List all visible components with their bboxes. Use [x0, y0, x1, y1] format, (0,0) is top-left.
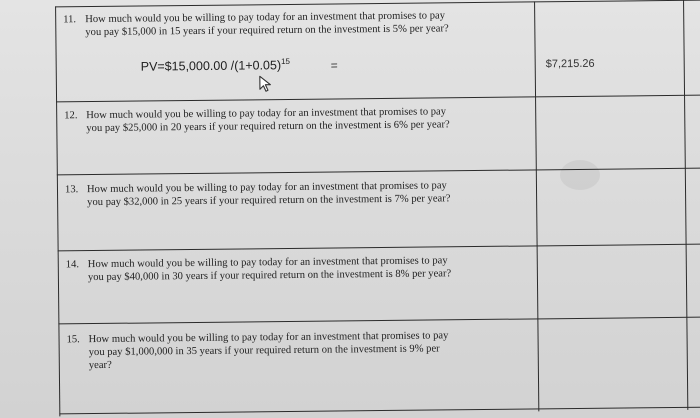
question-number: 12. [64, 110, 78, 122]
question-text-line2: you pay $15,000 in 15 years if your required return on the investment is 5% per year? [85, 23, 449, 39]
row-rule-12 [57, 168, 700, 176]
row-rule-13 [58, 244, 700, 252]
question-number: 13. [64, 184, 79, 196]
question-text-line1: How much would you be willing to pay today for an investment that promises to pay [86, 106, 447, 122]
question-text-line2: you pay $25,000 in 20 years if your required return on the investment is 6% per year? [86, 119, 450, 135]
col-rule-middle [534, 1, 539, 411]
row-rule-14 [58, 317, 700, 325]
question-text-line1: How much would you be willing to pay today for an investment that promises to pay [85, 10, 446, 26]
formula-base: PV=$15,000.00 /(1+0.05) [140, 58, 282, 74]
question-11 [63, 9, 449, 39]
question-text-line1: How much would you be willing to pay today for an investment that promises to pay [88, 330, 449, 346]
row-rule-15 [59, 407, 700, 415]
answer-11: $7,215.26 [545, 57, 595, 71]
question-number: 11. [63, 14, 77, 26]
question-14 [66, 254, 452, 284]
question-text-line1: How much would you be willing to pay today for an investment that promises to pay [86, 180, 447, 196]
question-13 [65, 179, 451, 209]
question-number: 15. [66, 334, 80, 346]
question-text-line2: you pay $32,000 in 25 years if your required return on the investment is 7% per year? [87, 193, 451, 209]
row-rule-11 [56, 95, 700, 103]
question-15 [66, 329, 448, 372]
question-12 [64, 105, 450, 135]
row-rule-top [55, 0, 700, 7]
question-text-line1: How much would you be willing to pay today for an investment that promises to pay [87, 255, 448, 271]
col-rule-left [55, 6, 60, 416]
col-rule-right [683, 0, 688, 410]
question-number: 14. [65, 259, 80, 271]
question-text-line3: year? [88, 359, 112, 372]
pv-formula [141, 57, 290, 74]
question-text-line2: you pay $40,000 in 30 years if your required return on the investment is 8% per year? [87, 268, 452, 284]
equals-sign: = [330, 58, 338, 73]
mouse-pointer-icon [258, 74, 276, 92]
question-text-line2: you pay $1,000,000 in 35 years if your required return on the investment is 9% per [88, 343, 440, 359]
formula-exponent: 15 [281, 56, 291, 67]
